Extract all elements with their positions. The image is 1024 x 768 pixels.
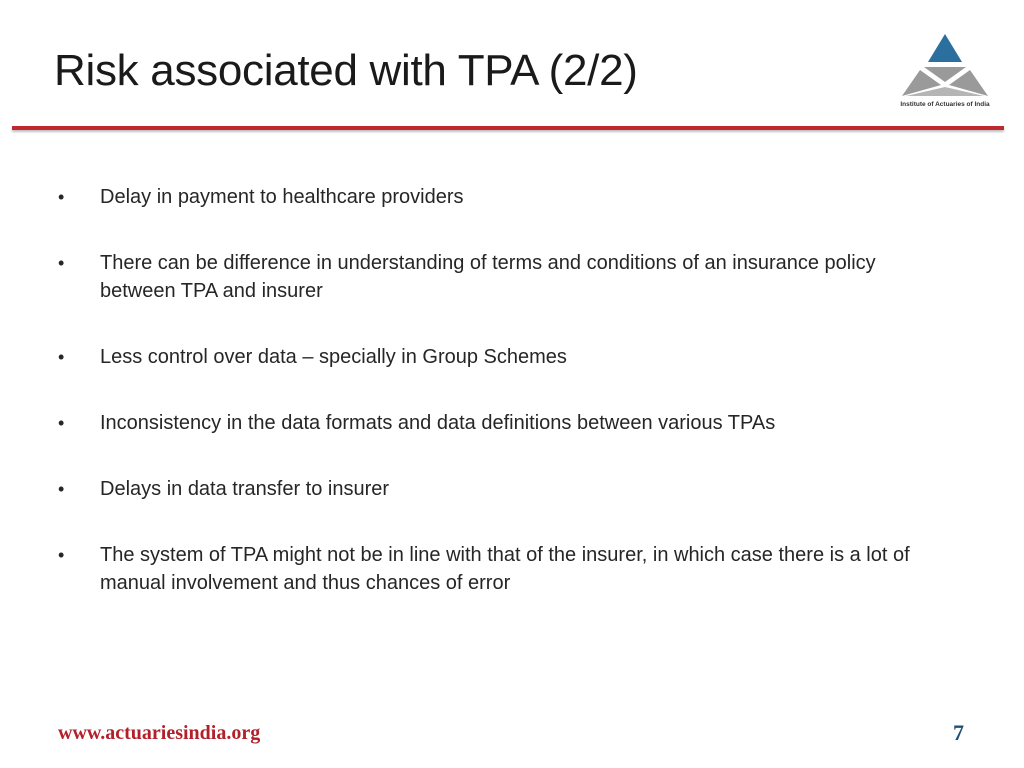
bullet-item — [56, 249, 956, 305]
bullet-item — [56, 183, 956, 211]
bullet-text: Less control over data – specially in Group Schemes — [100, 346, 567, 368]
bullet-item — [56, 541, 956, 597]
institute-logo — [894, 30, 996, 115]
slide-title: Risk associated with TPA (2/2) — [54, 46, 638, 95]
bullet-marker: • — [58, 347, 65, 367]
bullet-text: Delay in payment to healthcare providers — [100, 186, 464, 208]
bullet-text: Inconsistency in the data formats and data definitions between various TPAs — [100, 412, 776, 434]
bullet-text: The system of TPA might not be in line with that of the insurer, in which case there is a lot of manual involvement and thus chances of error — [100, 544, 910, 594]
logo-caption: Institute of Actuaries of India — [900, 101, 990, 108]
page-number: 7 — [953, 720, 964, 745]
bullet-text: There can be difference in understanding of terms and conditions of an insurance policy between TPA and insurer — [100, 252, 876, 302]
footer-website-link[interactable]: www.actuariesindia.org — [58, 722, 261, 744]
bullet-marker: • — [58, 413, 65, 433]
title-divider — [12, 126, 1004, 130]
bullet-marker: • — [58, 545, 65, 565]
bullet-text: Delays in data transfer to insurer — [100, 478, 390, 500]
bullet-item — [56, 343, 956, 371]
bullet-item — [56, 409, 956, 437]
bullet-list — [56, 183, 956, 635]
logo-triangle-icon — [894, 30, 996, 100]
bullet-marker: • — [58, 479, 65, 499]
bullet-item — [56, 475, 956, 503]
bullet-marker: • — [58, 253, 65, 273]
bullet-marker: • — [58, 187, 65, 207]
